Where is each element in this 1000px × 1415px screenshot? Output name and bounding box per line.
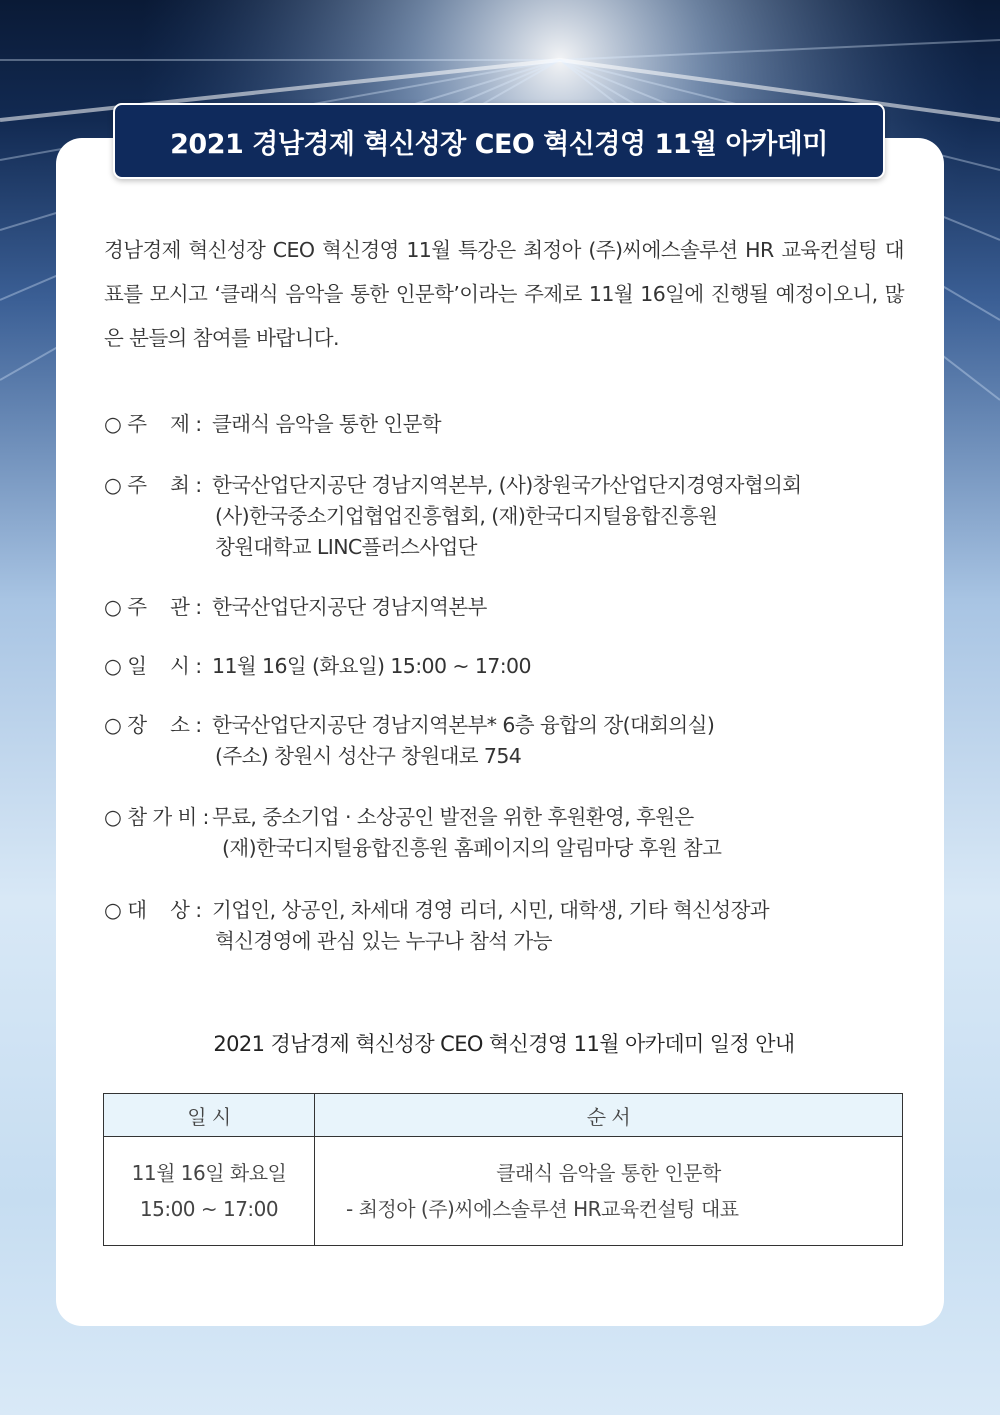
- info-value: 창원대학교 LINC플러스사업단: [215, 535, 477, 559]
- info-value: 11월 16일 (화요일) 15:00 ~ 17:00: [212, 654, 531, 678]
- table-header-row: [104, 1094, 903, 1137]
- info-value: (사)한국중소기업협업진흥협회, (재)한국디지털융합진흥원: [215, 504, 718, 528]
- intro-paragraph: 경남경제 혁신성장 CEO 혁신경영 11월 특강은 최정아 (주)씨에스솔루션 HR 교육컨설팅 대표를 모시고 ‘클래식 음악을 통한 인문학’이라는 주제로 11월 16일에 진행될 예정이오니, 많은 분들의 참여를 바랍니다.: [104, 238, 904, 350]
- info-topic: [104, 409, 904, 440]
- info-value: 무료, 중소기업 · 소상공인 발전을 위한 후원환영, 후원은: [212, 805, 694, 829]
- title-banner: [113, 103, 885, 179]
- info-value: 기업인, 상공인, 차세대 경영 리더, 시민, 대학생, 기타 혁신성장과: [212, 898, 769, 922]
- info-target: [104, 895, 904, 957]
- info-venue: [104, 710, 904, 772]
- table-row: [104, 1137, 903, 1246]
- info-value: 혁신경영에 관심 있는 누구나 참석 가능: [215, 929, 552, 953]
- info-fee: [104, 802, 904, 864]
- info-value: 한국산업단지공단 경남지역본부, (사)창원국가산업단지경영자협의회: [212, 473, 802, 497]
- table-cell-program: [315, 1137, 903, 1246]
- table-header-datetime: 일 시: [104, 1094, 315, 1137]
- info-value: (재)한국디지털융합진흥원 홈페이지의 알림마당 후원 참고: [222, 836, 722, 860]
- schedule-table: [103, 1093, 903, 1246]
- page-title: 2021 경남경제 혁신성장 CEO 혁신경영 11월 아카데미: [170, 128, 828, 160]
- schedule-program: 클래식 음악을 통한 인문학: [496, 1161, 721, 1185]
- table-cell-datetime: [104, 1137, 315, 1246]
- schedule-date: 11월 16일 화요일: [131, 1161, 287, 1185]
- info-value: (주소) 창원시 성산구 창원대로 754: [215, 744, 522, 768]
- info-label: ○ 주 관 :: [104, 595, 208, 619]
- info-label: ○ 장 소 :: [104, 713, 208, 737]
- info-label: ○ 참 가 비 :: [104, 805, 215, 829]
- table-header-program: 순 서: [315, 1094, 903, 1137]
- schedule-title: 2021 경남경제 혁신성장 CEO 혁신경영 11월 아카데미 일정 안내: [213, 1032, 795, 1056]
- info-organizer: [104, 592, 904, 623]
- schedule-speaker: - 최정아 (주)씨에스솔루션 HR교육컨설팅 대표: [346, 1197, 739, 1221]
- info-value: 클래식 음악을 통한 인문학: [212, 412, 441, 436]
- info-label: ○ 일 시 :: [104, 654, 208, 678]
- info-value: 한국산업단지공단 경남지역본부: [212, 595, 487, 619]
- schedule-time: 15:00 ~ 17:00: [139, 1197, 279, 1221]
- info-datetime: [104, 651, 904, 682]
- info-label: ○ 주 제 :: [104, 412, 208, 436]
- info-label: ○ 대 상 :: [104, 898, 208, 922]
- info-label: ○ 주 최 :: [104, 473, 208, 497]
- info-value: 한국산업단지공단 경남지역본부* 6층 융합의 장(대회의실): [212, 713, 715, 737]
- info-host: [104, 470, 904, 563]
